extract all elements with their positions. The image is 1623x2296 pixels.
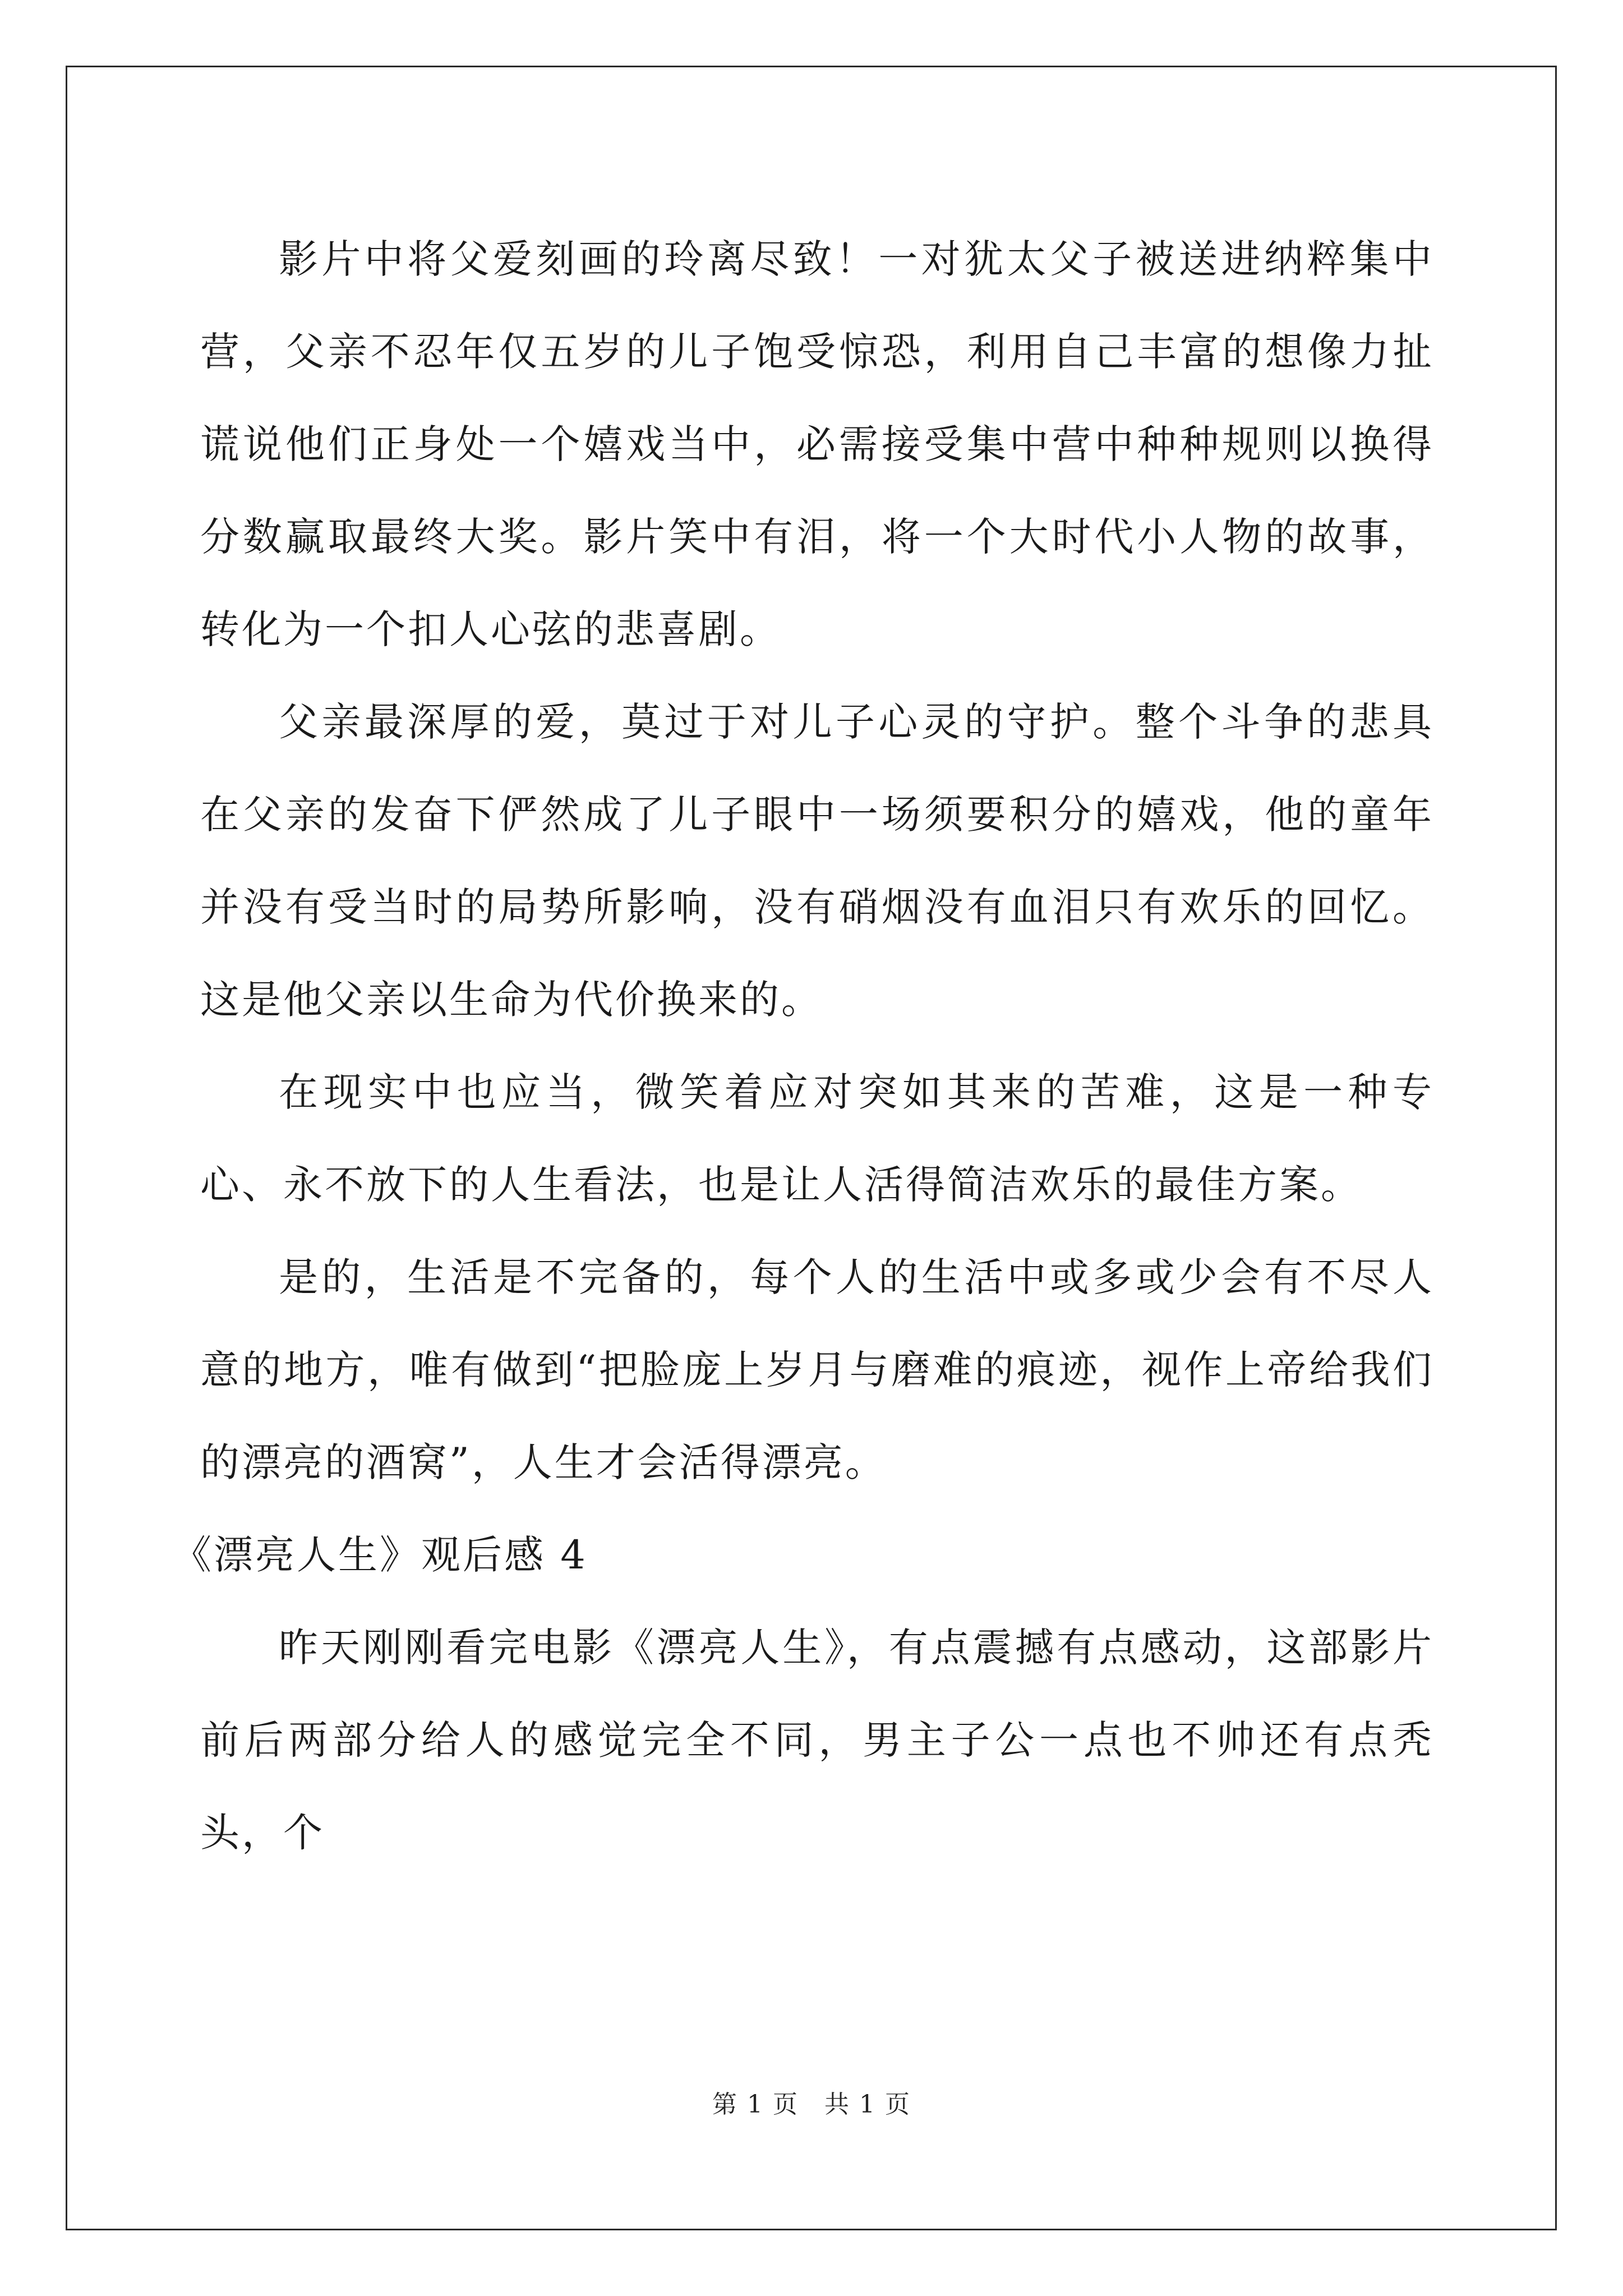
paragraph-5: 昨天刚刚看完电影《漂亮人生》，有点震撼有点感动，这部影片前后两部分给人的感觉完全不同，男主子公一点也不帅还有点秃头，个 [200, 1625, 1434, 1856]
document-body [172, 213, 1434, 1879]
section-heading: 《漂亮人生》观后感 4 [172, 1532, 588, 1578]
paragraph-2: 父亲最深厚的爱，莫过于对儿子心灵的守护。整个斗争的悲具在父亲的发奋下俨然成了儿子眼中一场须要积分的嬉戏，他的童年并没有受当时的局势所影响，没有硝烟没有血泪只有欢乐的回忆。这是他父亲以生命为代价换来的。 [200, 699, 1434, 1023]
paragraph-3: 在现实中也应当，微笑着应对突如其来的苦难，这是一种专心、永不放下的人生看法，也是让人活得简洁欢乐的最佳方案。 [200, 1069, 1434, 1208]
page-footer: 第 1 页 共 1 页 [712, 2090, 911, 2119]
paragraph-4: 是的，生活是不完备的，每个人的生活中或多或少会有不尽人意的地方，唯有做到“把脸庞上岁月与磨难的痕迹，视作上帝给我们的漂亮的酒窝”，人生才会活得漂亮。 [200, 1254, 1434, 1485]
paragraph-1: 影片中将父爱刻画的玲离尽致！一对犹太父子被送进纳粹集中营，父亲不忍年仅五岁的儿子饱受惊恐，利用自己丰富的想像力扯谎说他们正身处一个嬉戏当中，必需接受集中营中种种规则以换得分数赢取最终大奖。影片笑中有泪，将一个大时代小人物的故事，转化为一个扣人心弦的悲喜剧。 [200, 236, 1434, 652]
